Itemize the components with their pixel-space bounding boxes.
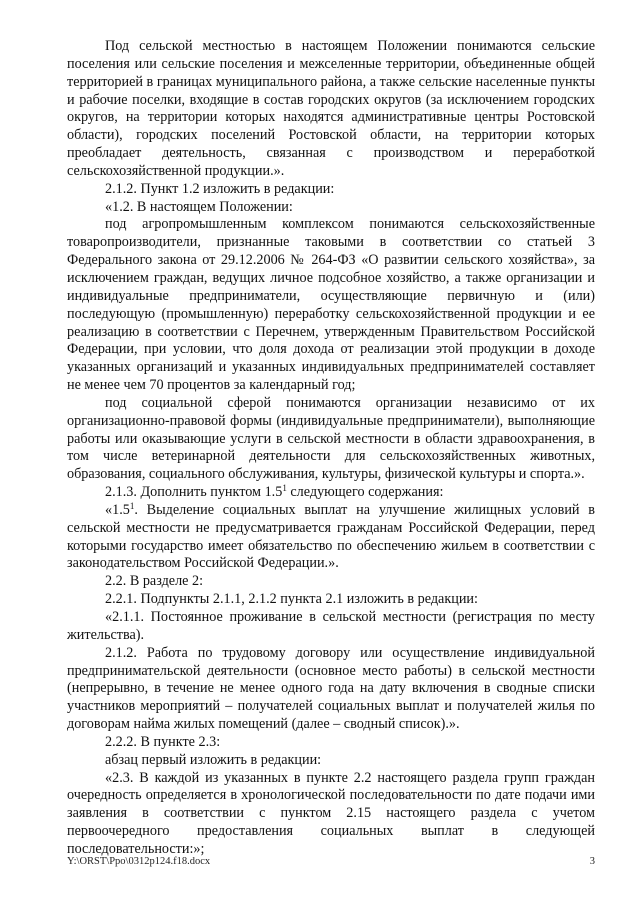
- paragraph-2-3: «2.3. В каждой из указанных в пункте 2.2 настоящего раздела групп граждан очередность определяется в хронологической последовательности по дате подачи ими заявления в соответствии с пунктом 2.15 настоящего раздела с учетом первоочередного предоставления социальных выплат в следующей последовательности:»;: [67, 769, 595, 857]
- paragraph-2-2: 2.2. В разделе 2:: [105, 573, 204, 590]
- paragraph-2-1-1: «2.1.1. Постоянное проживание в сельской местности (регистрация по месту жительства).: [67, 609, 595, 643]
- text-2-1-3-before: 2.1.3. Дополнить пунктом 1.5: [105, 484, 283, 501]
- superscript-2-1-3: 1: [282, 483, 287, 494]
- paragraph-1-2-heading: «1.2. В настоящем Положении:: [105, 198, 293, 215]
- paragraph-agro-complex: под агропромышленным комплексом понимаются сельскохозяйственные товаропроизводители, признанные таковыми в соответствии со статьей 3 Федерального закона от 29.12.2006 № 264-ФЗ «О развитии сельского хозяйства», за исключением граждан, ведущих личное подсобное хозяйство, а также организации и индивидуальные предприниматели, осуществляющие первичную и (или) последующую (промышленную) переработку сельскохозяйственной продукции и ее реализацию в соответствии с Перечнем, утвержденным Правительством Российской Федерации, при условии, что доля дохода от реализации этой продукции в доходе указанных организаций и указанных индивидуальных предпринимателей составляет не менее чем 70 процентов за календарный год;: [67, 216, 595, 394]
- paragraph-rural-area-definition: Под сельской местностью в настоящем Положении понимаются сельские поселения или сельские поселения и межселенные территории, объединенные общей территорией в границах муниципального района, а также сельские населенные пункты и рабочие поселки, входящие в состав городских округов (за исключением городских округов, на территории которых находятся административные центры Ростовской области), городских поселений Ростовской области, на территории которых преобладает деятельность, связанная с производством и переработкой сельскохозяйственной продукции.».: [67, 38, 595, 179]
- text-1-5-1-after: . Выделение социальных выплат на улучшение жилищных условий в сельской местности не предусматривается гражданам Российской Федерации, перед которыми государство имеет обязательство по обеспечению жильем в соответствии с законодательством Российской Федерации.».: [67, 501, 595, 572]
- page-number: 3: [589, 856, 595, 867]
- paragraph-social-sphere: под социальной сферой понимаются организации независимо от их организационно-правовой формы (индивидуальные предприниматели), выполняющие работы или оказывающие услуги в сельской местности в области здравоохранения, в том числе ветеринарной деятельности для сельскохозяйственных животных, образования, социального обслуживания, культуры, физической культуры и спорта.».: [67, 394, 595, 483]
- file-path: Y:\ORST\Ppo\0312p124.f18.docx: [67, 856, 211, 867]
- paragraph-2-2-2: 2.2.2. В пункте 2.3:: [105, 733, 221, 750]
- paragraph-2-2-1: 2.2.1. Подпункты 2.1.1, 2.1.2 пункта 2.1 изложить в редакции:: [105, 591, 478, 608]
- paragraph-first-abzac: абзац первый изложить в редакции:: [105, 751, 322, 768]
- document-body: [67, 38, 595, 859]
- text-2-1-3-after: следующего содержания:: [286, 484, 444, 501]
- paragraph-1-5-1: [67, 502, 595, 573]
- paragraph-2-1-2-work: 2.1.2. Работа по трудовому договору или осуществление индивидуальной предпринимательской деятельности (основное место работы) в сельской местности (непрерывно, в течение не менее одного года на дату включения в сводные списки участников мероприятий – получателей социальных выплат и получателей жилья по договорам найма жилых помещений (далее – сводный список).».: [67, 644, 595, 733]
- paragraph-2-1-3: [67, 484, 595, 502]
- paragraph-2-1-2: 2.1.2. Пункт 1.2 изложить в редакции:: [105, 180, 335, 197]
- text-1-5-1-before: «1.5: [105, 501, 130, 518]
- superscript-1-5-1: 1: [129, 500, 135, 511]
